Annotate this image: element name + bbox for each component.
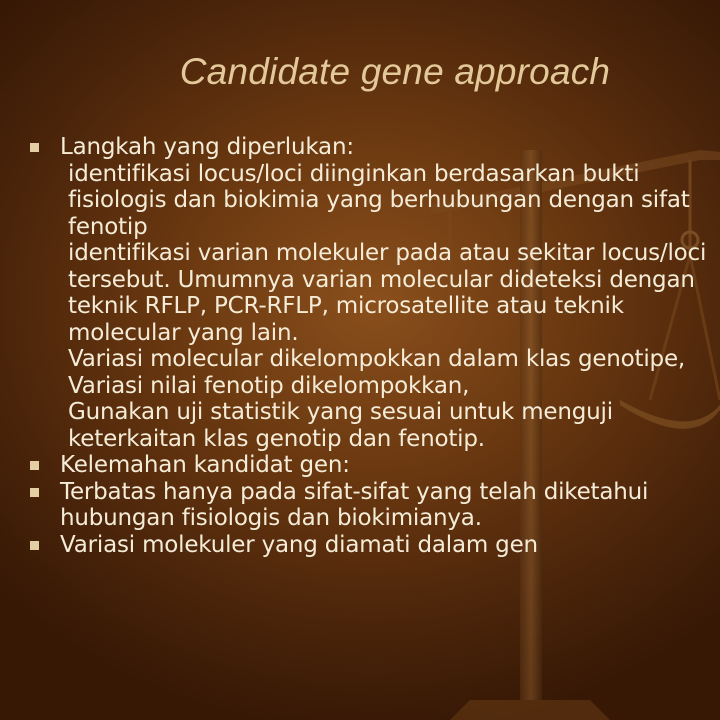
sub-item (30, 161, 710, 241)
sub-text: Variasi nilai fenotip dikelompokkan, (68, 372, 470, 399)
sub-item (30, 373, 710, 400)
square-bullet-icon (30, 488, 39, 497)
slide-title: Candidate gene approach (179, 51, 611, 92)
bullet-text: Terbatas hanya pada sifat-sifat yang telah diketahui hubungan fisiologis dan biokimianya. (60, 478, 649, 531)
sub-text: Gunakan uji statistik yang sesuai untuk menguji keterkaitan klas genotip dan fenotip. (68, 399, 613, 452)
square-bullet-icon (30, 461, 39, 470)
sub-text: identifikasi locus/loci diinginkan berdasarkan bukti fisiologis dan biokimia yang berhubungan dengan sifat fenotip (68, 160, 690, 240)
bullet-item (30, 134, 710, 161)
bullet-item (30, 479, 710, 532)
bullet-text: Variasi molekuler yang diamati dalam gen (60, 531, 538, 558)
bullet-text: Langkah yang diperlukan: (60, 134, 354, 160)
bullet-item (30, 532, 710, 559)
sub-item (30, 346, 710, 373)
sub-text: identifikasi varian molekuler pada atau sekitar locus/loci tersebut. Umumnya varian molecular dideteksi dengan teknik RFLP, PCR-RFLP, microsatellite atau teknik molecular yang lain. (68, 240, 707, 346)
bullet-item (30, 452, 710, 479)
slide-body (30, 134, 710, 558)
sub-item (30, 240, 710, 346)
sub-item (30, 399, 710, 452)
square-bullet-icon (30, 541, 39, 550)
bullet-text: Kelemahan kandidat gen: (60, 452, 350, 478)
square-bullet-icon (30, 143, 39, 152)
sub-text: Variasi molecular dikelompokkan dalam klas genotipe, (68, 346, 686, 372)
